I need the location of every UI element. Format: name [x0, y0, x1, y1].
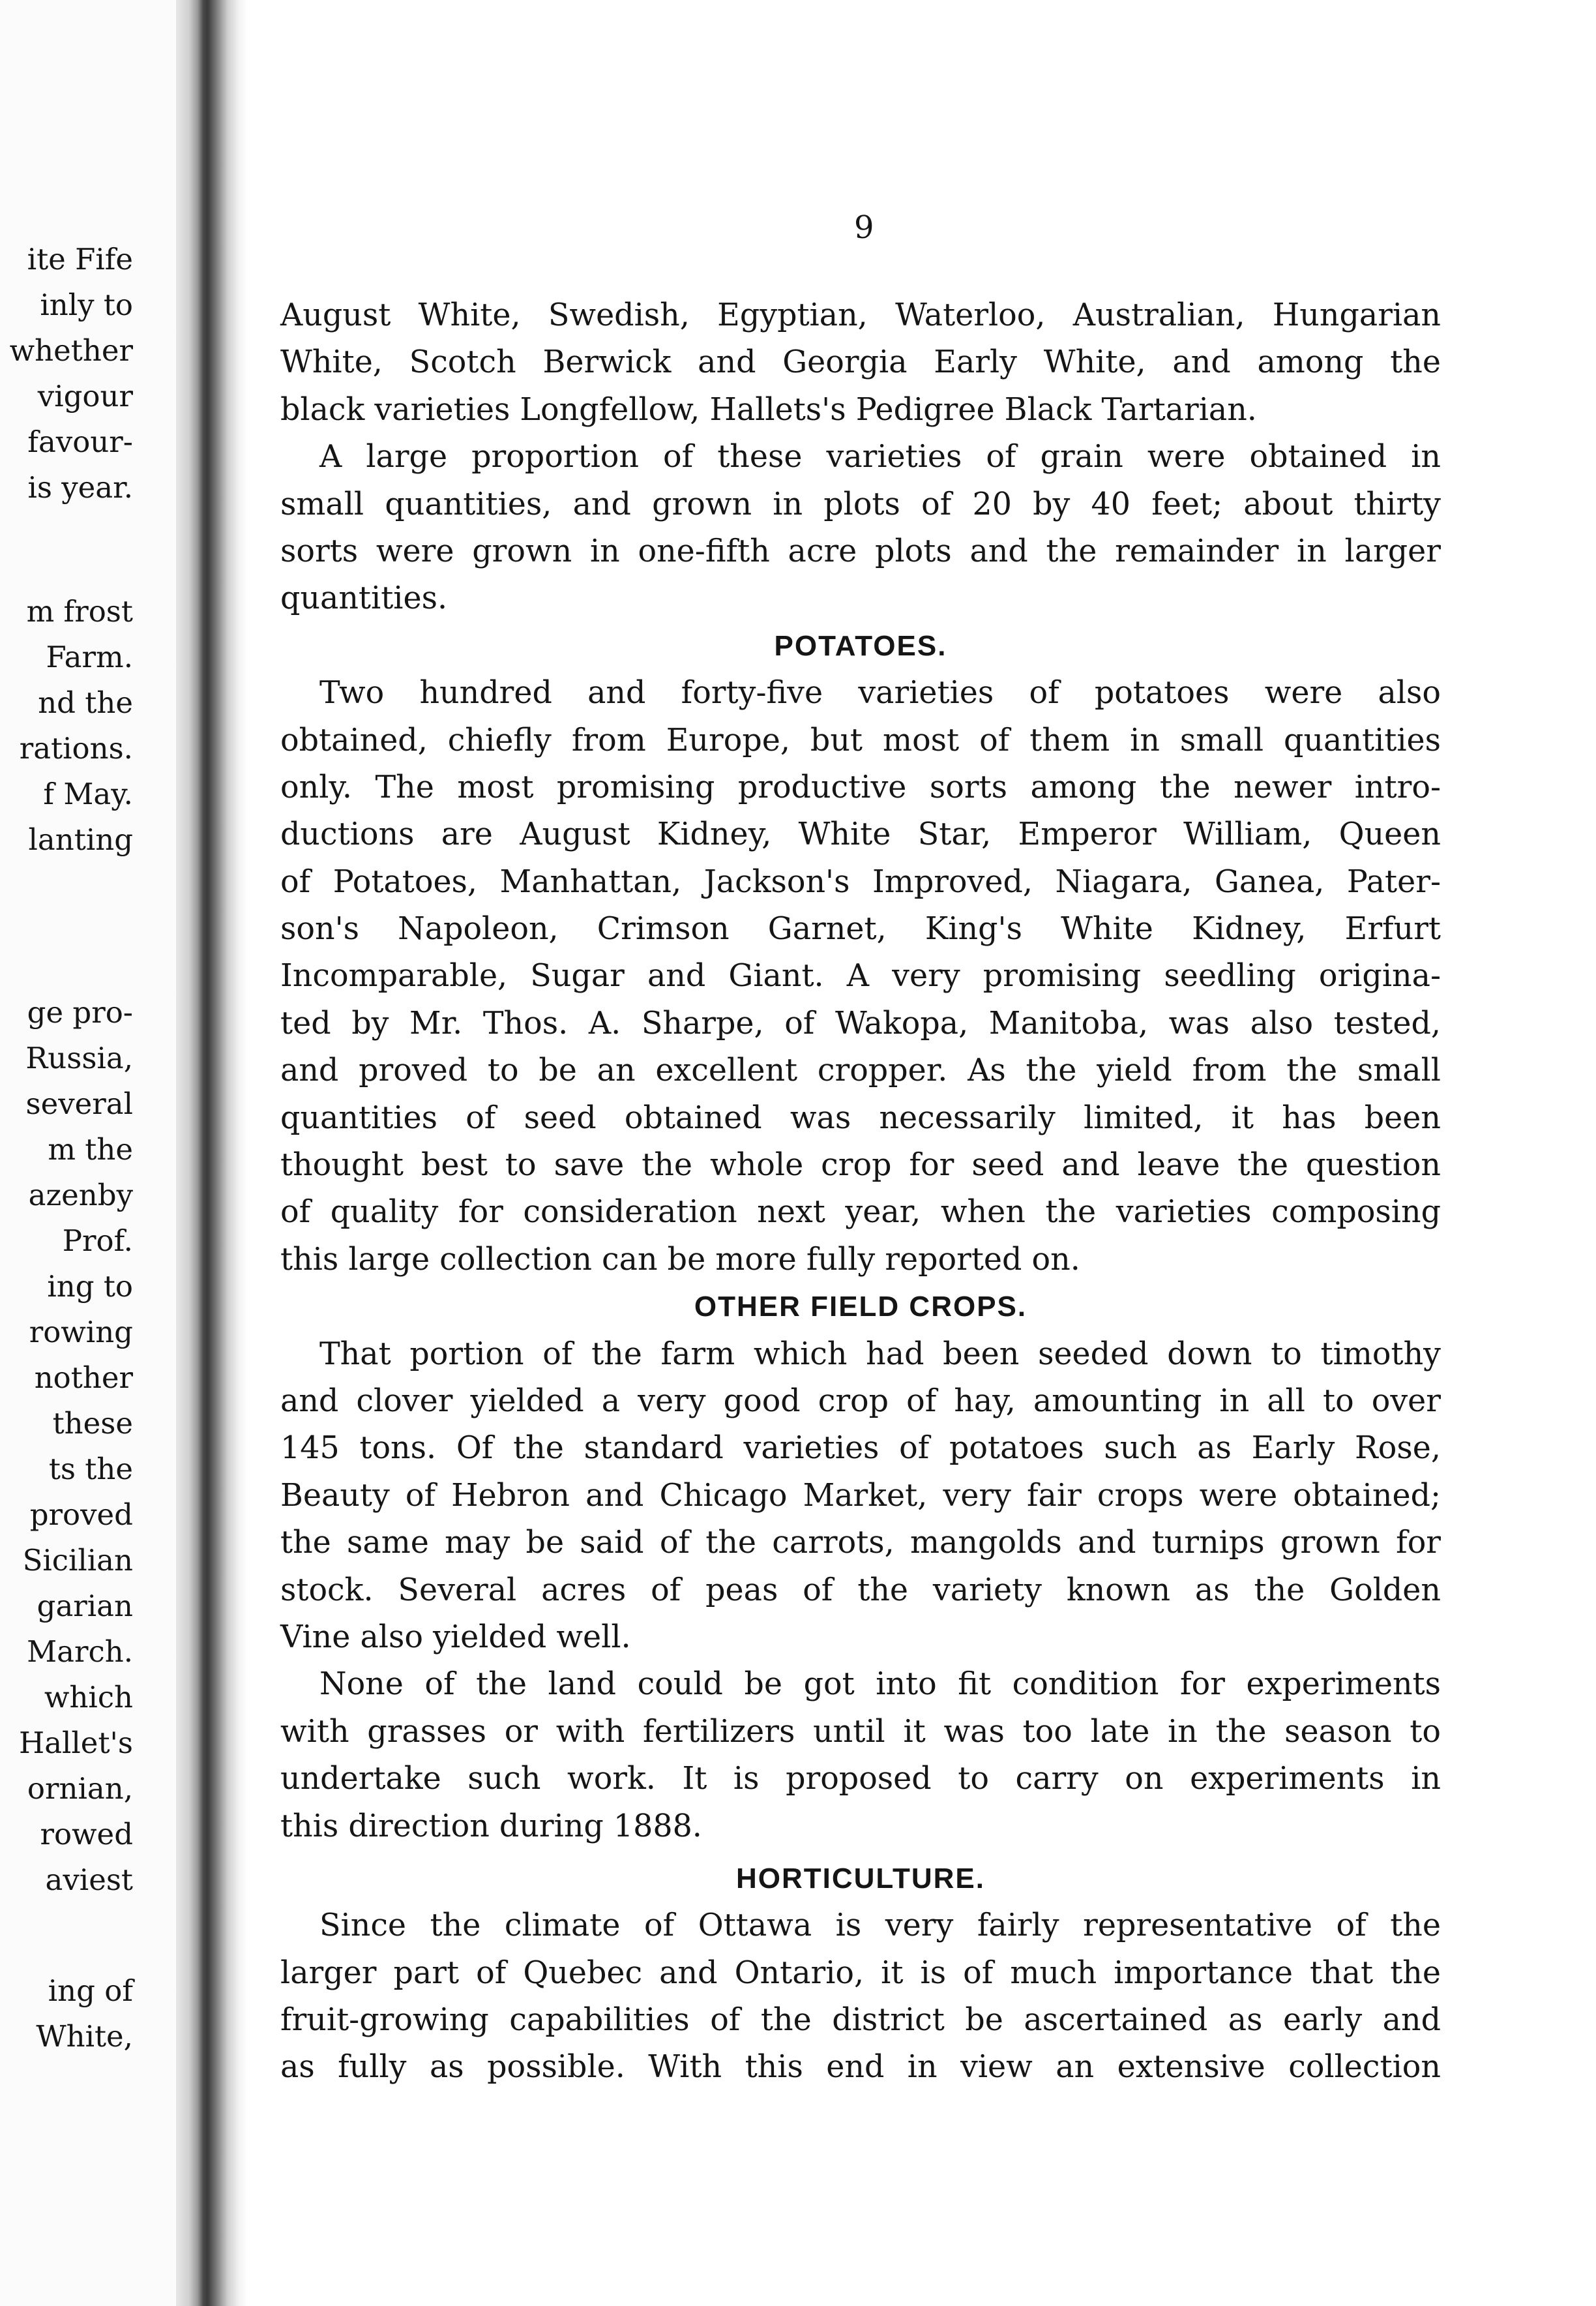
text-line: Beauty of Hebron and Chicago Market, very fair crops were obtained;: [280, 1477, 1441, 1514]
text-line: of Potatoes, Manhattan, Jackson's Improved, Niagara, Ganea, Pater-: [280, 863, 1441, 900]
horticulture-heading: HORTICULTURE.: [735, 1862, 986, 1894]
text-line: Incomparable, Sugar and Giant. A very promising seedling origina-: [280, 958, 1441, 995]
text-line: ted by Mr. Thos. A. Sharpe, of Wakopa, Manitoba, was also tested,: [280, 1005, 1441, 1041]
text-line: White, Scotch Berwick and Georgia Early White, and among the: [280, 344, 1441, 381]
left-page-fragment: Farm.: [46, 640, 133, 674]
left-page-fragment: March.: [27, 1634, 133, 1669]
text-line: quantities.: [280, 580, 448, 617]
text-line: larger part of Quebec and Ontario, it is of much importance that the: [280, 1954, 1441, 1991]
left-page-fragment: inly to: [40, 288, 133, 322]
horticulture-paragraph: [280, 1902, 1441, 2091]
left-page-fragment: several: [25, 1086, 133, 1121]
left-page-fragment: lanting: [28, 822, 133, 857]
left-page-fragment: ornian,: [27, 1771, 133, 1806]
text-line: the same may be said of the carrots, mangolds and turnips grown for: [280, 1525, 1441, 1561]
text-line: small quantities, and grown in plots of 20 by 40 feet; about thirty: [280, 486, 1441, 522]
proportion-paragraph: [280, 434, 1441, 623]
left-page-fragment: Prof.: [62, 1223, 133, 1258]
text-line: as fully as possible. With this end in view an extensive collection: [280, 2049, 1441, 2086]
left-page-fragment: ing of: [48, 1973, 133, 2008]
text-line: of quality for consideration next year, when the varieties composing: [280, 1194, 1441, 1231]
left-page-fragment: ge pro-: [27, 995, 133, 1030]
text-line: ductions are August Kidney, White Star, Emperor William, Queen: [280, 816, 1441, 853]
left-page-fragment: ts the: [48, 1452, 133, 1486]
text-line: quantities of seed obtained was necessarily limited, it has been: [280, 1100, 1441, 1136]
text-line: Two hundred and forty-five varieties of potatoes were also: [319, 675, 1441, 711]
text-line: sorts were grown in one-fifth acre plots and the remainder in larger: [280, 533, 1441, 569]
book-gutter-shadow: [176, 0, 248, 2306]
left-page-fragment: Sicilian: [22, 1543, 133, 1578]
text-column: [280, 292, 1441, 2091]
text-line: A large proportion of these varieties of grain were obtained in: [319, 439, 1441, 475]
left-page-fragment: Hallet's: [18, 1726, 133, 1760]
text-line: this large collection can be more fully reported on.: [280, 1241, 1080, 1278]
page-number: 9: [854, 209, 874, 246]
text-line: with grasses or with fertilizers until it was too late in the season to: [280, 1713, 1441, 1750]
left-page-fragment: azenby: [28, 1178, 133, 1212]
left-page-fragment: garian: [37, 1589, 133, 1623]
text-line: fruit-growing capabilities of the district be ascertained as early and: [280, 2002, 1441, 2039]
section-gap: [280, 1850, 1441, 1855]
text-line: thought best to save the whole crop for seed and leave the question: [280, 1147, 1441, 1184]
text-line: undertake such work. It is proposed to carry on experiments in: [280, 1761, 1441, 1797]
left-page-fragment: whether: [9, 333, 133, 368]
left-page-fragment: ing to: [47, 1269, 133, 1304]
other-field-crops-paragraph-1: [280, 1331, 1441, 1662]
text-line: and proved to be an excellent cropper. As the yield from the small: [280, 1053, 1441, 1089]
text-line: this direction during 1888.: [280, 1808, 702, 1844]
left-page-fragment: is year.: [27, 470, 133, 505]
left-page-fragment: rowing: [29, 1315, 133, 1349]
left-page-fragment: vigour: [37, 379, 133, 413]
left-facing-page: [0, 0, 196, 2306]
text-line: 145 tons. Of the standard varieties of potatoes such as Early Rose,: [280, 1430, 1441, 1467]
text-line: stock. Several acres of peas of the variety known as the Golden: [280, 1572, 1441, 1608]
left-page-fragment: which: [44, 1680, 133, 1715]
text-line: Since the climate of Ottawa is very fairly representative of the: [319, 1908, 1441, 1944]
text-line: obtained, chiefly from Europe, but most of them in small quantities: [280, 722, 1441, 758]
left-page-fragment: rowed: [40, 1817, 133, 1851]
other-field-crops-paragraph-2: [280, 1661, 1441, 1850]
left-page-fragment: these: [52, 1406, 133, 1441]
left-page-fragment: rations.: [19, 731, 133, 766]
left-page-fragment: m the: [48, 1132, 133, 1167]
left-page-fragment: favour-: [27, 425, 133, 459]
text-line: That portion of the farm which had been seeded down to timothy: [319, 1336, 1441, 1372]
left-page-fragment: f May.: [43, 777, 133, 811]
text-line: son's Napoleon, Crimson Garnet, King's White Kidney, Erfurt: [280, 911, 1441, 948]
left-page-fragment: ite Fife: [27, 242, 133, 277]
potatoes-paragraph: [280, 670, 1441, 1283]
intro-paragraph: [280, 292, 1441, 434]
text-line: black varieties Longfellow, Hallets's Pedigree Black Tartarian.: [280, 391, 1257, 428]
left-page-fragment: nother: [34, 1360, 133, 1395]
left-page-fragment: m frost: [26, 594, 133, 629]
left-page-text-fragments: [0, 0, 133, 2306]
left-page-fragment: Russia,: [25, 1041, 133, 1075]
text-line: August White, Swedish, Egyptian, Waterloo, Australian, Hungarian: [280, 297, 1441, 333]
left-page-fragment: nd the: [38, 685, 133, 720]
left-page-fragment: White,: [36, 2019, 133, 2054]
text-line: only. The most promising productive sorts among the newer intro-: [280, 769, 1441, 805]
potatoes-heading: POTATOES.: [774, 629, 947, 662]
text-line: None of the land could be got into fit condition for experiments: [319, 1666, 1441, 1703]
left-page-fragment: aviest: [45, 1863, 133, 1897]
text-line: and clover yielded a very good crop of hay, amounting in all to over: [280, 1383, 1441, 1419]
left-page-fragment: proved: [29, 1497, 133, 1532]
other-field-crops-heading: OTHER FIELD CROPS.: [694, 1291, 1027, 1323]
main-page: [248, 0, 1596, 2306]
text-line: Vine also yielded well.: [280, 1619, 631, 1655]
